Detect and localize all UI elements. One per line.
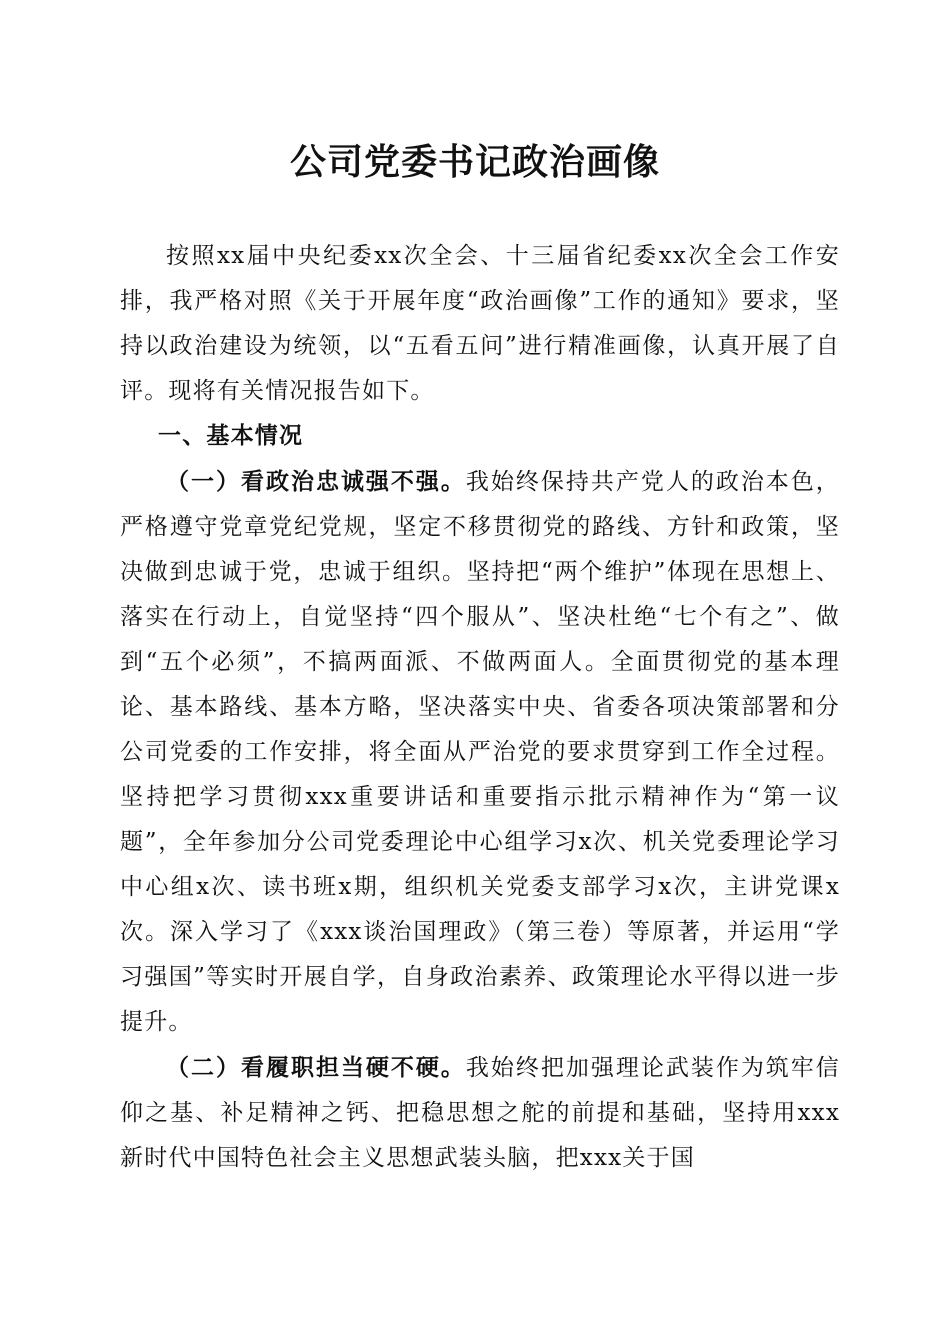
- item-2-paragraph: [120, 1045, 840, 1181]
- document-title: 公司党委书记政治画像: [289, 141, 660, 183]
- item-1-lead: （一）看政治忠诚强不强。: [166, 468, 466, 495]
- item-1-paragraph: [120, 459, 840, 1045]
- item-1-text: 我始终保持共产党人的政治本色，严格遵守党章党纪党规，坚定不移贯彻党的路线、方针和政策，坚决做到忠诚于党，忠诚于组织。坚持把“两个维护”体现在思想上、落实在行动上，自觉坚持“四个服从”、坚决杜绝“七个有之”、做到“五个必须”，不搞两面派、不做两面人。全面贯彻党的基本理论、基本路线、基本方略，坚决落实中央、省委各项决策部署和分公司党委的工作安排，将全面从严治党的要求贯穿到工作全过程。坚持把学习贯彻xxx重要讲话和重要指示批示精神作为“第一议题”，全年参加分公司党委理论中心组学习x次、机关党委理论学习中心组x次、读书班x期，组织机关党委支部学习x次，主讲党课x次。深入学习了《xxx谈治国理政》（第三卷）等原著，并运用“学习强国”等实时开展自学，自身政治素养、政策理论水平得以进一步提升。: [120, 469, 840, 1035]
- item-2-text: 我始终把加强理论武装作为筑牢信仰之基、补足精神之钙、把稳思想之舵的前提和基础，坚持用xxx新时代中国特色社会主义思想武装头脑，把xxx关于国: [120, 1055, 840, 1171]
- section-heading-basic-situation: 一、基本情况: [158, 423, 304, 449]
- item-2-lead: （二）看履职担当硬不硬。: [166, 1054, 466, 1081]
- document-body: [120, 234, 840, 1181]
- intro-paragraph: 按照xx届中央纪委xx次全会、十三届省纪委xx次全会工作安排，我严格对照《关于开展年度“政治画像”工作的通知》要求，坚持以政治建设为统领，以“五看五问”进行精准画像，认真开展了自评。现将有关情况报告如下。: [120, 243, 840, 404]
